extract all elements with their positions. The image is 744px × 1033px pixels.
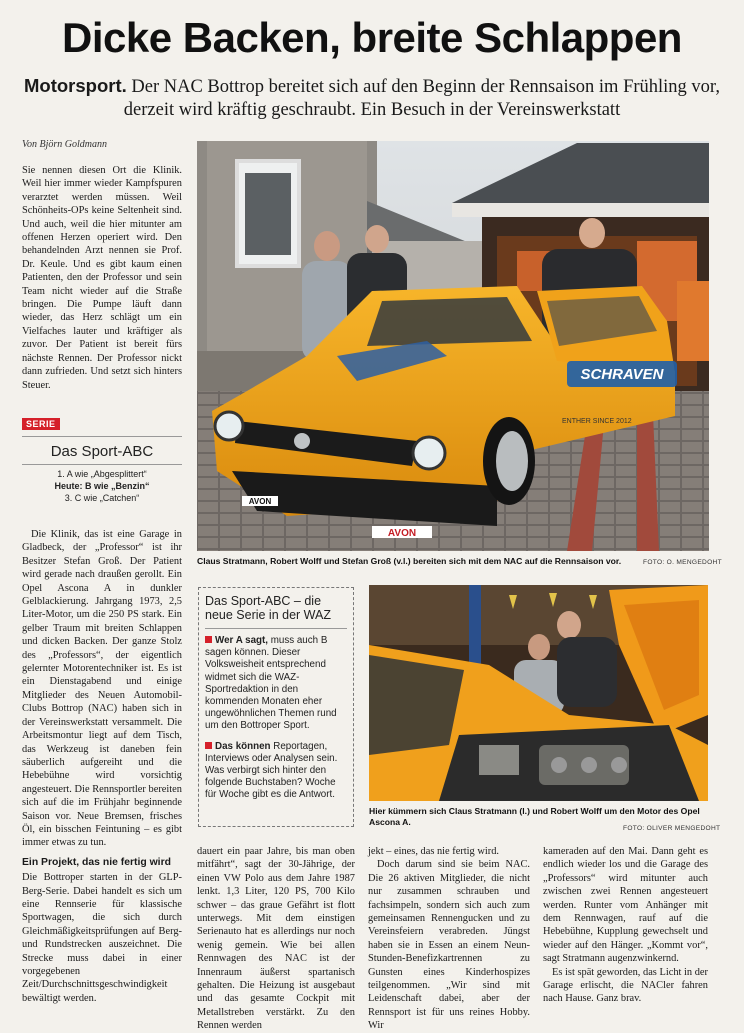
photo1-caption: Claus Stratmann, Robert Wolff und Stefan Groß (v.l.) bereiten sich mit dem NAC auf die Rennsaison vor. (197, 556, 622, 566)
article-paragraph: jekt – eines, das nie fertig wird. (368, 846, 499, 857)
article-column-2 (197, 845, 355, 1033)
article-paragraph: Es ist spät geworden, das Licht in der Garage erlischt, die NACler fahren nach Hause. Ganz brav. (543, 966, 708, 1005)
serie-tag: SERIE (22, 418, 60, 430)
car-sponsor-text: SCHRAVEN (580, 366, 664, 383)
red-square-icon (205, 742, 212, 749)
car-sponsor-subtext: ENTHER SINCE 2012 (562, 418, 632, 425)
bumper-text-bottom: AVON (387, 528, 417, 539)
photo-car-team (197, 141, 709, 551)
article-paragraph: Doch darum sind sie beim NAC. Die 26 aktiven Mitglieder, die nicht nur zusammen schrauben und fachsimpeln, sondern sich auch zum gemeinsamen Rennengucken und zu Vereinsfeiern verabreden. Jüngst haben sie in Essen an einem Neun-Stunden-Benefizkartrennen zu Gunsten eines Kinderhospizes teilgenommen. „Wir sind mit Leidenschaft dabei, aber der Rennsport ist für uns reines Hobby. Wir (368, 859, 530, 1032)
info-box-paragraph (205, 741, 347, 802)
divider (22, 436, 182, 437)
info-box-text: muss auch B sagen können. Dieser Volksweisheit entsprechend widmet sich die WAZ-Sportredaktion in den kommenden Monaten eher ungewöhnlichen Themen rund um den Bottroper Sport. (205, 635, 337, 732)
article-paragraph: Sie nennen diesen Ort die Klinik. Weil hier immer wieder Kampfspuren verarztet werden müssen. Weil Schönheits-OPs keine Seltenheit sind. Und auch, weil die hier mitunter am offenen Herzen operiert wird. Den behandelnden Arzt nennen sie Prof. Dr. Keule. Und es gibt kaum einen Patienten, den der Professor und sein Team nicht wieder auf die Straße bringen. Die Pumpe läuft dann wieder, das Herz schlägt um ein Vielfaches lauter und kräftiger als zuvor. Der Patient ist bereit fürs nächste Rennen. Der Professor nickt dann zufrieden. Und setzt sich hinters Steuer. (22, 165, 182, 391)
article-subheading: Ein Projekt, das nie fertig wird (22, 856, 171, 868)
headline: Dicke Backen, breite Schlappen (62, 14, 682, 61)
serie-list (22, 468, 182, 504)
serie-box (22, 414, 182, 504)
photo-engine-work-graphic (369, 585, 708, 801)
article-paragraph: Die Klinik, das ist eine Garage in Gladbeck, der „Professor“ ist ihr Besitzer Stefan Groß. Der Patient wird gerade nach draußen gerollt. Ein Opel Ascona A in dunkler Gelblackierung. Jahrgang 1973, 2,5 Liter-Motor, um die 250 PS stark. Ein gelber Traum mit breiten Schlappen und dicken Backen. Der ganze Stolz des „Professors“, der eigentlich gelernter Motorentechniker ist. Es ist ein Dienstagabend und einige Mitglieder des Neuen Automobil-Clubs Bottrop (NAC) haben sich in der Vereinswerkstatt versammelt. Die Arbeitsmontur liegt auf dem Tisch, das Werkzeug ist daneben fein säuberlich aufgereiht und die Hebebühne wird vorsichtig angesteuert. Die Rennsportler bereiten sich auf die im Frühjahr beginnende Saison vor. Neue Bremsen, frisches Öl, ein bisschen Feintuning – es gibt immer etwas zu tun. (22, 529, 182, 849)
serie-item-current: Heute: B wie „Benzin“ (54, 481, 150, 491)
photo-car-team-graphic (197, 141, 709, 551)
byline: Von Björn Goldmann (22, 139, 107, 150)
photo1-credit: FOTO: O. MENGEDOHT (643, 559, 722, 566)
info-box-paragraph (205, 635, 347, 733)
info-box-lead: Das können (215, 740, 271, 752)
info-box-sport-abc (198, 587, 354, 827)
info-box-text: Reportagen, Interviews oder Analysen sein. Was verbirgt sich hinter den folgende Buchstaben? Woche für Woche gibt es die Antwort. (205, 740, 338, 801)
serie-title: Das Sport-ABC (50, 443, 154, 460)
bumper-text-left: AVON (248, 497, 272, 506)
subhead-text: Der NAC Bottrop bereitet sich auf den Beginn der Rennsaison im Frühling vor, derzeit wird kräftig geschraubt. Ein Besuch in der Vereinswerkstatt (123, 77, 720, 120)
photo2-credit: FOTO: OLIVER MENGEDOHT (623, 825, 721, 832)
subheadline (22, 74, 722, 122)
article-column-3 (368, 845, 530, 1033)
serie-item: 1. A wie „Abgesplittert“ (57, 469, 147, 479)
subhead-kicker: Motorsport. (24, 75, 127, 96)
photo2-caption: Hier kümmern sich Claus Stratmann (l.) und Robert Wolff um den Motor des Opel Ascona A. (369, 806, 700, 827)
info-box-lead: Wer A sagt, (215, 635, 268, 646)
divider (22, 464, 182, 465)
photo-engine-work (369, 585, 708, 801)
article-column-1-top (22, 164, 182, 392)
red-square-icon (205, 636, 212, 643)
article-column-4 (543, 845, 708, 1006)
info-box-title: Das Sport-ABC – die neue Serie in der WAZ (205, 594, 331, 622)
divider (205, 628, 347, 629)
serie-item: 3. C wie „Catchen“ (64, 493, 140, 503)
article-paragraph: kameraden auf den Mai. Dann geht es endlich wieder los und die Garage des „Professors“ wird mitunter auch zwischen zwei Rennen angesteuert werden. Runter vom Anhänger mit dem Rennwagen, rauf auf die Hebebühne, Kupplung gewechselt und wieder auf den Hänger. „Kommt vor“, sagt Stratmann augenzwinkernd. (543, 846, 708, 965)
article-column-1-bottom (22, 528, 182, 1005)
article-paragraph: Die Bottroper starten in der GLP-Berg-Serie. Dabei handelt es sich um eine Rennserie für klassische Sportwagen, die sich durch Gleichmäßigkeitsprüfungen auf Berg- und Rundstrecken auszeichnet. Die Strecke muss dabei in einer vorgegebenen Zeit/Durchschnittsgeschwindigkeit bewältigt werden. (22, 872, 182, 1004)
article-paragraph: dauert ein paar Jahre, bis man oben mitfährt“, sagt der 30-Jährige, der einen VW Polo aus dem Jahre 1987 lenkt. 1,3 Liter, 120 PS, 700 Kilo schwer – das graue Gefährt ist flott unterwegs. Mit dem einstigen Serienauto hat es allerdings nur noch wenig gemein. Wie bei allen Rennwagen des NAC ist der Innenraum äußerst spartanisch gehalten. Die Heizung ist ausgebaut und das gesamte Cockpit mit Metallstreben verstärkt. Zu den Rennen werden (197, 846, 355, 1032)
